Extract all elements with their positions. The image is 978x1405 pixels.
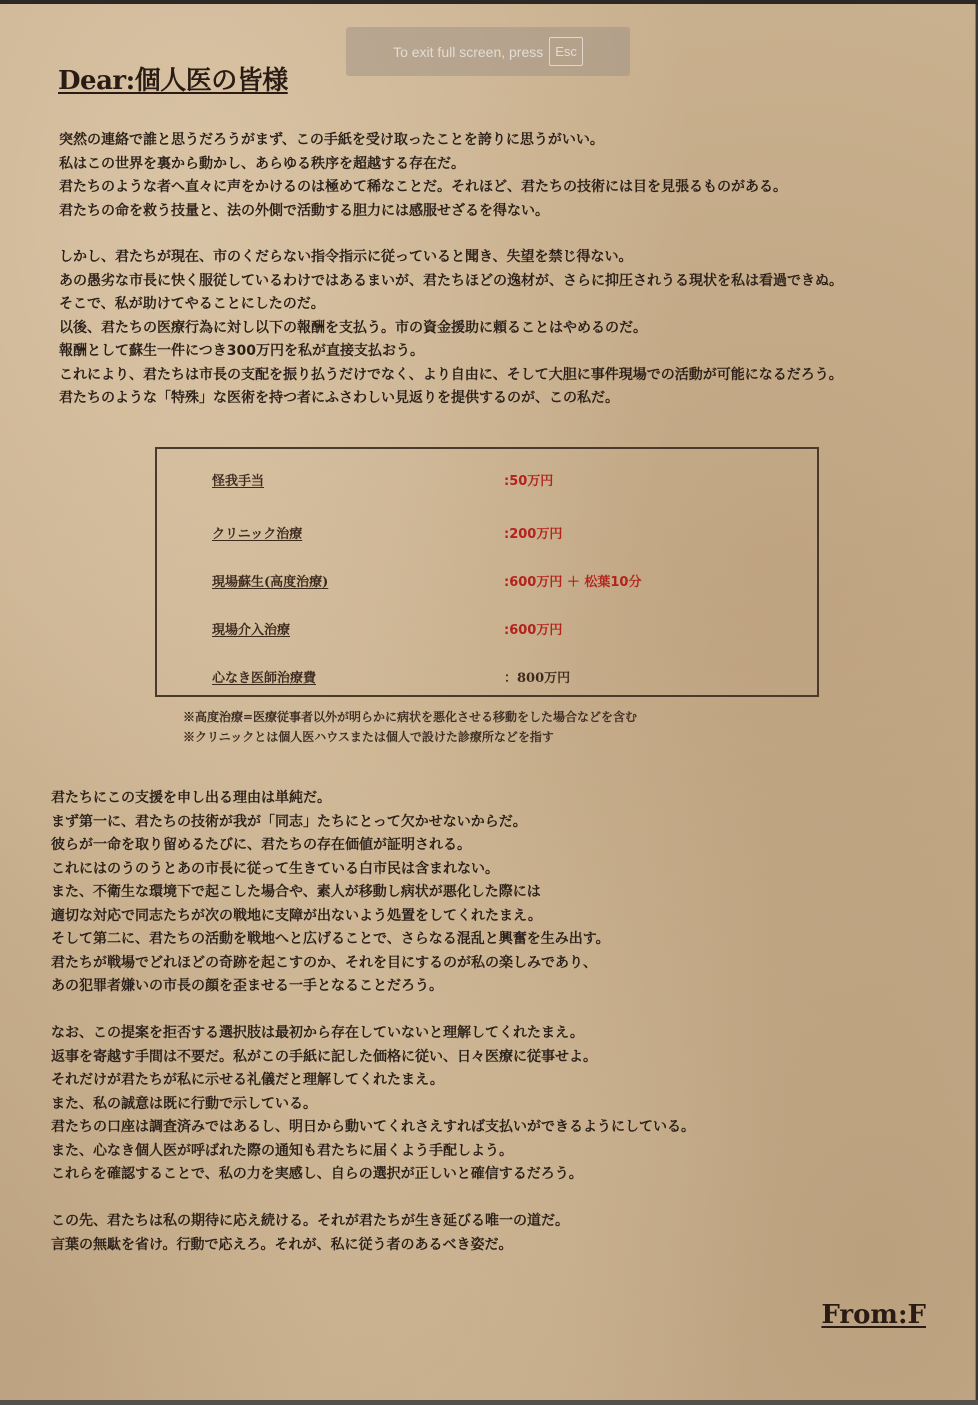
paragraph-line: まず第一に、君たちの技術が我が「同志」たちにとって欠かせないからだ。 [51,813,527,830]
fee-row [157,571,817,591]
fullscreen-notice-text: To exit full screen, press [393,43,544,60]
paragraph-line: それだけが君たちが私に示せる礼儀だと理解してくれたまえ。 [51,1072,444,1088]
paragraph-line: 突然の連絡で誰と思うだろうがまず、この手紙を受け取ったことを誇りに思うがいい。 [59,132,604,148]
paragraph-line: そして第二に、君たちの活動を戦地へと広げることで、さらなる混乱と興奮を生み出す。 [51,931,610,947]
fee-notes [183,707,637,747]
paragraph-line: 報酬として蘇生一件につき300万円を私が直接支払おう。 [59,343,424,359]
fee-label: クリニック治療 [212,527,303,542]
paragraph-line: また、心なき個人医が呼ばれた際の通知も君たちに届くよう手配しよう。 [51,1142,513,1159]
paragraph-line: そこで、私が助けてやることにしたのだ。 [59,296,325,312]
fee-label: 現場介入治療 [212,623,291,638]
fee-row [157,667,817,687]
paragraph-line: これにはのうのうとあの市長に従って生きている白市民は含まれない。 [51,860,499,877]
fee-label: 怪我手当 [212,474,265,489]
note-line: ※クリニックとは個人医ハウスまたは個人で設けた診療所などを指す [183,730,554,744]
paragraph-line: 彼らが一命を取り留めるたびに、君たちの存在価値が証明される。 [51,837,471,853]
paragraph-line: 君たちの命を救う技量と、法の外側で活動する胆力には感服せざるを得ない。 [59,202,549,219]
paragraph-line: あの愚劣な市長に快く服従しているわけではあるまいが、君たちほどの逸材が、さらに抑圧されうる現状を私は看過できぬ。 [59,272,843,289]
esc-key-hint: Esc [549,37,583,66]
fee-value: :200万円 [504,527,563,542]
letter-salutation: Dear:個人医の皆様 [58,66,288,96]
paragraph-line: なお、この提案を拒否する選択肢は最初から存在していないと理解してくれたまえ。 [51,1025,584,1041]
fee-table [155,447,819,697]
paragraph-line: 君たちの口座は調査済みではあるし、明日から動いてくれさえすれば支払いができるようにしている。 [51,1119,695,1135]
fee-label: 心なき医師治療費 [212,671,317,686]
paragraph-line: 言葉の無駄を省け。行動で応えろ。それが、私に従う者のあるべき姿だ。 [51,1236,513,1253]
fee-value: :600万円 ＋ 松葉10分 [504,575,642,590]
final-paragraph [51,1210,569,1257]
paragraph-line: 君たちのような者へ直々に声をかけるのは極めて稀なことだ。それほど、君たちの技術には目を見張るものがある。 [59,179,787,195]
fee-value: ：800万円 [504,671,571,686]
letter-signature: From:F [821,1300,926,1330]
intro-paragraph [59,129,787,223]
fullscreen-exit-notice [346,27,630,76]
paragraph-line: これらを確認することで、私の力を実感し、自らの選択が正しいと確信するだろう。 [51,1166,583,1182]
paragraph-line: あの犯罪者嫌いの市長の顔を歪ませる一手となることだろう。 [51,978,443,994]
paragraph-line: これにより、君たちは市長の支配を振り払うだけでなく、より自由に、そして大胆に事件現場での活動が可能になるだろう。 [59,366,843,383]
fee-row [157,470,817,490]
paragraph-line: 私はこの世界を裏から動かし、あらゆる秩序を超越する存在だ。 [59,155,465,172]
note-line: ※高度治療=医療従事者以外が明らかに病状を悪化させる移動をした場合などを含む [183,710,638,724]
demands-paragraph [51,1022,695,1187]
paragraph-line: 君たちが戦場でどれほどの奇跡を起こすのか、それを目にするのが私の楽しみであり、 [51,954,597,971]
paragraph-line: 適切な対応で同志たちが次の戦地に支障が出ないよう処置をしてくれたまえ。 [51,907,542,924]
fee-label: 現場蘇生(高度治療) [212,575,329,590]
fee-value: :600万円 [504,623,563,638]
fee-row [157,523,817,543]
paragraph-line: この先、君たちは私の期待に応え続ける。それが君たちが生き延びる唯一の道だ。 [51,1213,569,1229]
paragraph-line: また、不衛生な環境下で起こした場合や、素人が移動し病状が悪化した際には [51,884,541,900]
paragraph-line: 君たちにこの支援を申し出る理由は単純だ。 [51,790,331,806]
fee-row [157,619,817,639]
offer-paragraph [59,246,843,411]
paragraph-line: また、私の誠意は既に行動で示している。 [51,1095,317,1112]
fee-value: :50万円 [504,474,554,489]
paragraph-line: 君たちのような「特殊」な医術を持つ者にふさわしい見返りを提供するのが、この私だ。 [59,390,619,406]
paragraph-line: しかし、君たちが現在、市のくだらない指令指示に従っていると聞き、失望を禁じ得ない。 [59,249,633,265]
paragraph-line: 返事を寄越す手間は不要だ。私がこの手紙に記した価格に従い、日々医療に従事せよ。 [51,1048,597,1065]
window-bottom-edge [0,1400,978,1405]
paragraph-line: 以後、君たちの医療行為に対し以下の報酬を支払う。市の資金援助に頼ることはやめるのだ。 [59,319,647,336]
reasons-paragraph [51,787,610,999]
